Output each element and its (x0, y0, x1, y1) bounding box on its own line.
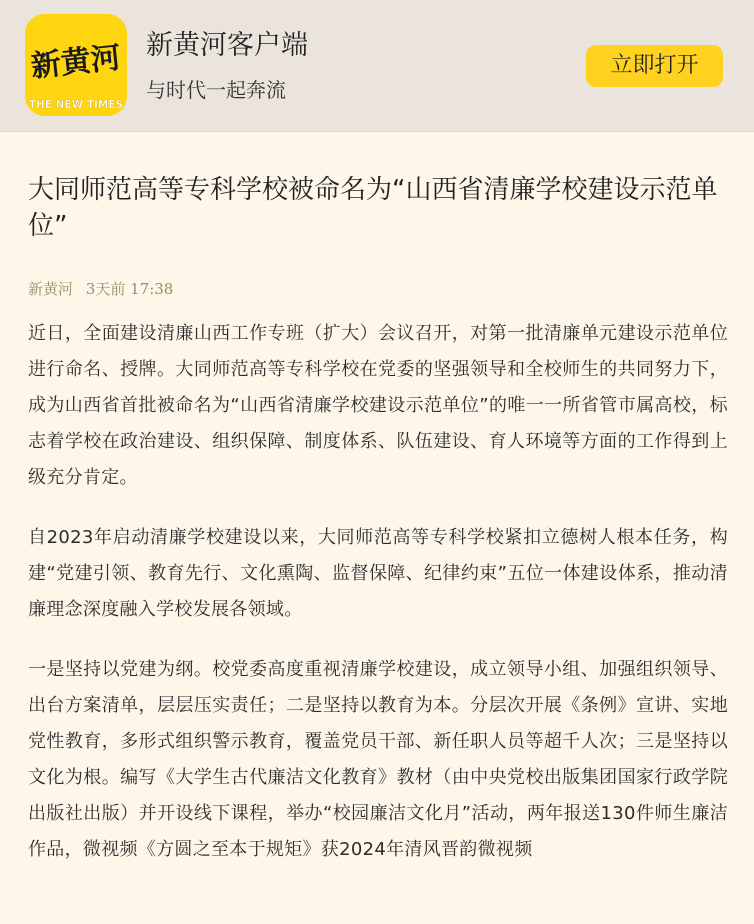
article-time: 3天前 17:38 (85, 280, 174, 298)
article-paragraph: 一是坚持以党建为纲。校党委高度重视清廉学校建设，成立领导小组、加强组织领导、出台方案清单，层层压实责任；二是坚持以教育为本。分层次开展《条例》宣讲、实地党性教育，多形式组织警示教育，覆盖党员干部、新任职人员等超千人次；三是坚持以文化为根。编写《大学生古代廉洁文化教育》教材（由中央党校出版集团国家行政学院出版社出版）并开设线下课程，举办“校园廉洁文化月”活动，两年报送130件师生廉洁作品，微视频《方圆之至本于规矩》获2024年清风晋韵微视频 (28, 659, 728, 860)
article-body (28, 316, 728, 892)
app-name: 新黄河客户端 (146, 30, 308, 61)
article-paragraph: 自2023年启动清廉学校建设以来，大同师范高等专科学校紧扣立德树人根本任务，构建“党建引领、教育先行、文化熏陶、监督保障、纪律约束”五位一体建设体系，推动清廉理念深度融入学校发展各领域。 (28, 527, 728, 620)
article-source[interactable]: 新黄河 (28, 280, 74, 298)
open-app-button[interactable]: 立即打开 (586, 45, 723, 87)
article-meta (28, 278, 173, 300)
app-slogan: 与时代一起奔流 (146, 78, 286, 102)
app-logo[interactable] (25, 14, 127, 116)
app-download-banner (0, 0, 754, 132)
article-paragraph: 近日，全面建设清廉山西工作专班（扩大）会议召开，对第一批清廉单元建设示范单位进行命名、授牌。大同师范高等专科学校在党委的坚强领导和全校师生的共同努力下，成为山西省首批被命名为“山西省清廉学校建设示范单位”的唯一一所省管市属高校，标志着学校在政治建设、组织保障、制度体系、队伍建设、育人环境等方面的工作得到上级充分肯定。 (28, 323, 728, 488)
logo-subtext: THE NEW TIMES (28, 99, 124, 111)
article-title: 大同师范高等专科学校被命名为“山西省清廉学校建设示范单位” (28, 175, 718, 241)
logo-text: 新黄河 (29, 40, 123, 85)
new-times-logo-icon (25, 14, 127, 116)
